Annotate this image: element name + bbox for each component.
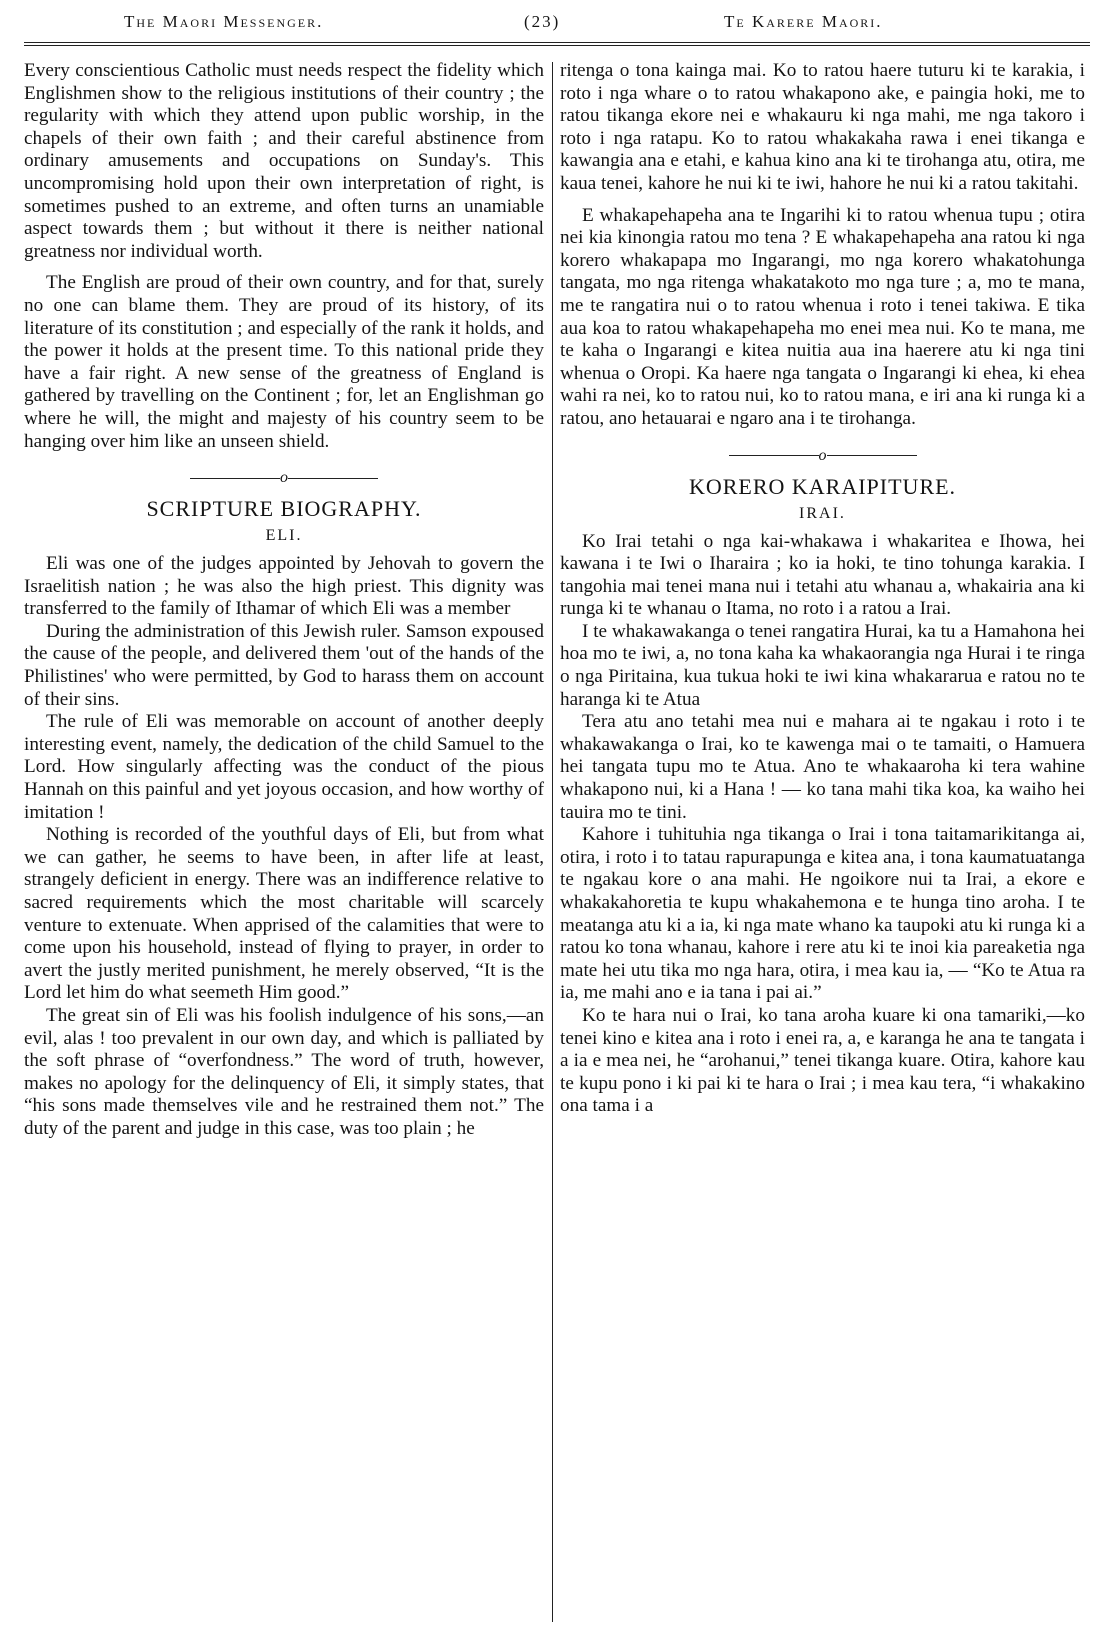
article-paragraph: The great sin of Eli was his foolish indulgence of his sons,—an evil, alas ! too prevalent in our own day, and which is palliated by the soft phrase of “overfondness.” The word of truth, however, makes no apology for the delinquency of Eli, it simply states, that “his sons made themselves vile and he restrained them not.” The duty of the parent and judge in this case, was too plain ; he bbox=[24, 1004, 544, 1139]
divider-mark: o bbox=[818, 446, 827, 464]
header-maori-title: Te Karere Maori. bbox=[724, 12, 883, 31]
intro-paragraph: E whakapehapeha ana te Ingarihi ki to ratou whenua tupu ; otira nei kia kinongia ratou mo tena ? E whakapehapeha ana ratou ki nga korero whakapapa mo Ingarangi, mo nga korero whakatohunga tangata, mo nga ritenga whakatakoto mo nga ture ; a, mo te mana, me te rangatira nui o to ratou whenua i roto i tenei takiwa. E tika aua koa to ratou whakapehapeha mo enei mea nui. Ko te mana, me te kaha o Ingarangi e kitea nuitia aua ina haerere atu ki nga tini whenua o Oropi. Ka haere nga tangata o Ingarangi ki ehea, ki ehea wahi ra nei, ko to ratou nui, ko to ratou mana, e iri ana ki runga ki a ratou, ano hetauarai e ngaro ana i te tirohanga. bbox=[560, 204, 1085, 429]
section-title: KORERO KARAIPITURE. bbox=[688, 473, 957, 499]
article-paragraph: During the administration of this Jewish ruler. Samson expoused the cause of the people, and delivered them 'out of the hands of the Philistines' who were permitted, by God to harass them on account of their sins. bbox=[24, 620, 544, 710]
header-rule bbox=[24, 42, 1090, 43]
article-paragraph: I te whakawakanga o tenei rangatira Hurai, ka tu a Hamahona hei hoa mo te iwi, a, no tona kaha ka whakaorangia nga Hurai i te ringa o nga Piritaina, kua tukua hoki te iwi kina whakararua e ratou no te haranga ki te Atua bbox=[560, 620, 1085, 710]
maori-column bbox=[560, 60, 1085, 1118]
divider-mark: o bbox=[280, 469, 288, 487]
divider-line bbox=[827, 455, 917, 456]
column-divider bbox=[552, 62, 553, 1622]
intro-paragraph: Every conscientious Catholic must needs respect the fidelity which Englishmen show to the religious institutions of their country ; the regularity with which they attend upon public worship, in the chapels of their own faith ; and their careful abstinence from ordinary amusements and occupations on Sunday's. This uncompromising hold upon their own interpretation of right, is sometimes pushed to an extreme, and often turns an unamiable aspect towards them ; but without it there is neither national greatness nor individual worth. bbox=[24, 60, 544, 262]
header-english-title: The Maori Messenger. bbox=[124, 12, 324, 31]
divider-line bbox=[190, 478, 280, 479]
header-rule-secondary bbox=[24, 45, 1090, 46]
article-paragraph: Tera atu ano tetahi mea nui e mahara ai te ngakau i roto i te whakawakanga o Irai, ko te kawenga mai o te tamaiti, o Hamuera hei tangata tupu mo te Atua. Ano te whakaaroha ki tera wahine whakapono nui, ki a Hana ! — ko tana mahi tika koa, ka waiho hei tauira mo te tini. bbox=[560, 711, 1085, 823]
english-column bbox=[24, 60, 544, 1141]
page-header bbox=[14, 8, 1100, 36]
intro-paragraph: ritenga o tona kainga mai. Ko to ratou haere tuturu ki te karakia, i roto i nga whare o to ratou whakapono ake, e paingia hoki, me to ratou tikanga ekore nei e whakauru ki nga mahi, me nga takoro i roto i nga ratapu. Ko to ratou whakakaha rawa i enei tikanga e kawangia ana e etahi, e kahua kino ana ki te tirohanga atu, otira, me kaua tenei, kahore he nui ki te iwi, hahore he nui ki a ratou takitahi. bbox=[560, 60, 1085, 194]
article-subtitle: IRAI. bbox=[799, 504, 846, 522]
section-title: SCRIPTURE BIOGRAPHY. bbox=[146, 496, 422, 522]
section-divider bbox=[560, 447, 1085, 465]
article-paragraph: The rule of Eli was memorable on account of another deeply interesting event, namely, the dedication of the child Samuel to the Lord. How singularly affecting was the conduct of the pious Hannah on this painful and yet joyous occasion, and how worthy of imitation ! bbox=[24, 711, 544, 823]
divider-line bbox=[729, 455, 819, 456]
article-paragraph: Ko te hara nui o Irai, ko tana aroha kuare ki ona tamariki,—ko tenei kino e kitea ana i roto i enei ra, a, e karanga he ana te tangata i a ia e mea nei, he “arohanui,” tenei tikanga kuare. Otira, kahore kau te kupu pono i ki pai ki te hara o Irai ; i mea kau tera, “i whakakino ona tama i a bbox=[560, 1004, 1085, 1117]
section-divider bbox=[24, 469, 544, 487]
article-paragraph: Kahore i tuhituhia nga tikanga o Irai i tona taitamarikitanga ai, otira, i roto i to tatau rapurapunga e kitea ana, i tona kaumatuatanga te ngakau kore o ana mahi. He ngoikore nui ta Irai, a ekore e whakakahoretia te kupu whakahemona e te hunga tino aroha. I te meatanga atu ki a ia, ki nga mate whano ka taupoki atu ki runga ki a ratou ko tona whanau, kahore i rere atu ki te inoi kia pareaketia nga mate hei utu tika mo nga hara, otira, i mea kau ia, — “Ko te Atua ra ia, me mahi ano e ia tana i pai ai.” bbox=[560, 824, 1085, 1004]
article-subtitle: ELI. bbox=[265, 527, 303, 545]
article-paragraph: Ko Irai tetahi o nga kai-whakawa i whakaritea e Ihowa, hei kawana i te Iwi o Iharaira ; ko ia hoki, te tino tohunga karakia. I tangohia mai tenei mana nui i tetahi atu whanau a, whakairia ana ki runga ki te whanau o Itama, no roto i a ratou a Irai. bbox=[560, 530, 1085, 620]
article-paragraph: Eli was one of the judges appointed by Jehovah to govern the Israelitish nation ; he was also the high priest. This dignity was transferred to the family of Ithamar of which Eli was a member bbox=[24, 553, 544, 620]
page-number: (23) bbox=[524, 12, 561, 31]
divider-line bbox=[288, 478, 378, 479]
intro-paragraph: The English are proud of their own country, and for that, surely no one can blame them. They are proud of its history, of its literature of its constitution ; and especially of the rank it holds, and the power it holds at the present time. To this national pride they have a fair right. A new sense of the greatness of England is gathered by travelling on the Continent ; for, let an Englishman go where he will, the might and majesty of his country seem to be hanging over him like an unseen shield. bbox=[24, 272, 544, 452]
article-paragraph: Nothing is recorded of the youthful days of Eli, but from what we can gather, he seems to have been, in after life at least, strangely deficient in energy. There was an indifference relative to sacred requirements which the most charitable will scarcely venture to extenuate. When apprised of the calamities that were to come upon his household, instead of flying to prayer, in order to avert the justly merited punishment, he merely observed, “It is the Lord let him do what seemeth Him good.” bbox=[24, 824, 544, 1004]
